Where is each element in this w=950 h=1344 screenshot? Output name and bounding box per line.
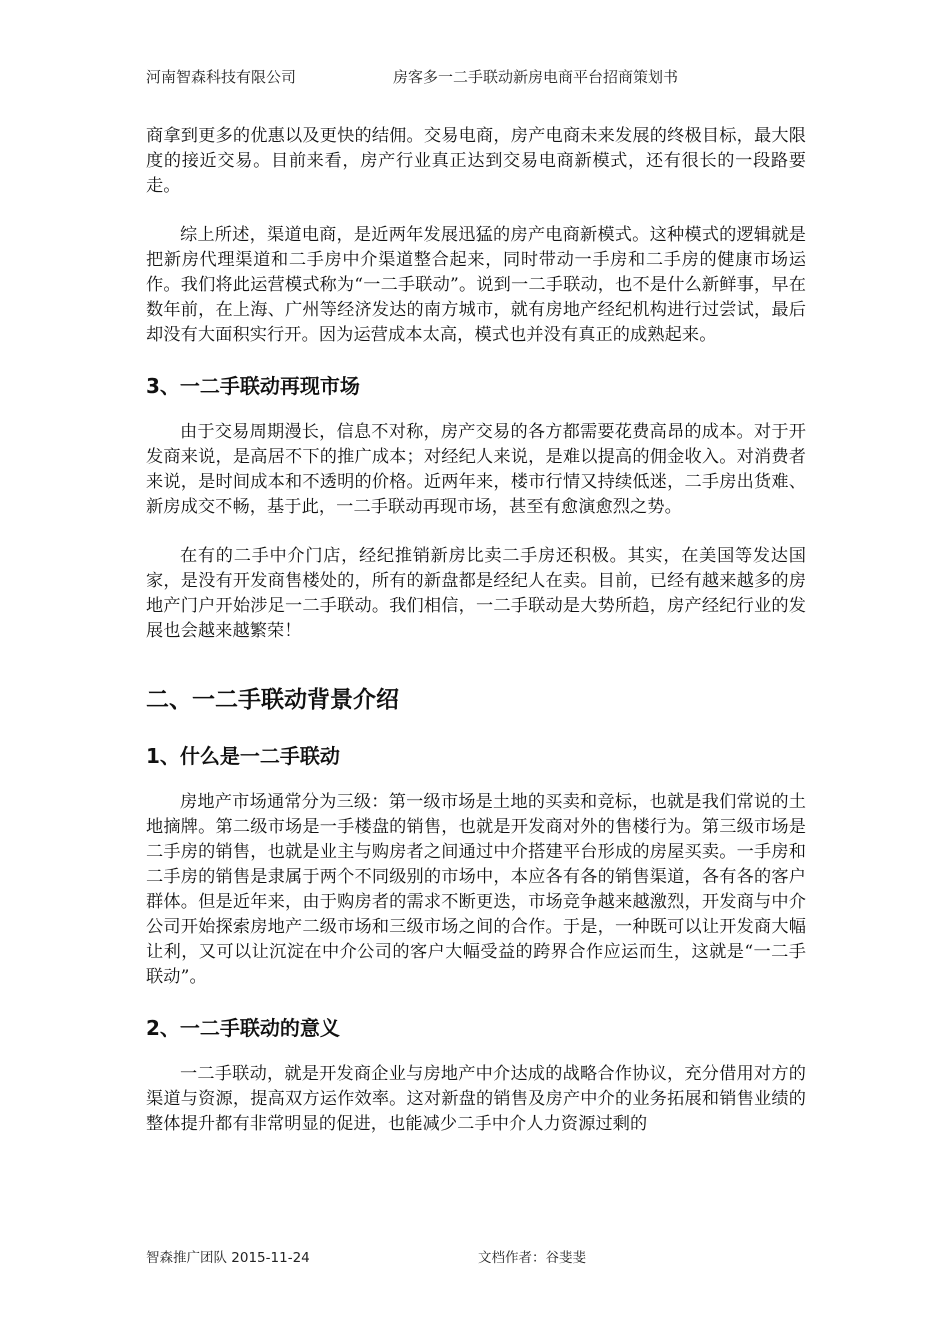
chapter-heading-2: 二、一二手联动背景介绍 — [146, 687, 399, 713]
paragraph: 综上所述，渠道电商，是近两年发展迅猛的房产电商新模式。这种模式的逻辑就是把新房代理渠道和二手房中介渠道整合起来，同时带动一手房和二手房的健康市场运作。我们将此运营模式称为“一二手联动”。说到一二手联动，也不是什么新鲜事，早在数年前，在上海、广州等经济发达的南方城市，就有房地产经纪机构进行过尝试，最后却没有大面积实行开。因为运营成本太高，模式也并没有真正的成熟起来。 — [146, 225, 806, 345]
section-heading-2: 2、一二手联动的意义 — [146, 1016, 340, 1040]
section-heading-1: 1、什么是一二手联动 — [146, 744, 340, 768]
footer-author: 文档作者：谷斐斐 — [478, 1250, 586, 1266]
header-doc-title: 房客多一二手联动新房电商平台招商策划书 — [393, 68, 679, 86]
paragraph: 一二手联动，就是开发商企业与房地产中介达成的战略合作协议，充分借用对方的渠道与资源，提高双方运作效率。这对新盘的销售及房产中介的业务拓展和销售业绩的整体提升都有非常明显的促进，也能减少二手中介人力资源过剩的 — [146, 1064, 806, 1134]
page-footer — [146, 1246, 806, 1266]
paragraph: 商拿到更多的优惠以及更快的结佣。交易电商，房产电商未来发展的终极目标，最大限度的接近交易。目前来看，房产行业真正达到交易电商新模式，还有很长的一段路要走。 — [146, 126, 806, 196]
paragraph: 房地产市场通常分为三级：第一级市场是土地的买卖和竞标，也就是我们常说的土地摘牌。第二级市场是一手楼盘的销售，也就是开发商对外的售楼行为。第三级市场是二手房的销售，也就是业主与购房者之间通过中介搭建平台形成的房屋买卖。一手房和二手房的销售是隶属于两个不同级别的市场中，本应各有各的销售渠道，各有各的客户群体。但是近年来，由于购房者的需求不断更迭，市场竞争越来越激烈，开发商与中介公司开始探索房地产二级市场和三级市场之间的合作。于是，一种既可以让开发商大幅让利，又可以让沉淀在中介公司的客户大幅受益的跨界合作应运而生，这就是“一二手联动”。 — [146, 792, 806, 987]
section-heading-3: 3、一二手联动再现市场 — [146, 374, 360, 398]
paragraph: 在有的二手中介门店，经纪推销新房比卖二手房还积极。其实，在美国等发达国家，是没有开发商售楼处的，所有的新盘都是经纪人在卖。目前，已经有越来越多的房地产门户开始涉足一二手联动。我们相信，一二手联动是大势所趋，房产经纪行业的发展也会越来越繁荣！ — [146, 546, 806, 641]
footer-team-date: 智森推广团队 2015-11-24 — [146, 1250, 310, 1266]
page-content — [146, 124, 806, 1161]
header-company: 河南智森科技有限公司 — [146, 68, 297, 86]
paragraph: 由于交易周期漫长，信息不对称，房产交易的各方都需要花费高昂的成本。对于开发商来说，是高居不下的推广成本；对经纪人来说，是难以提高的佣金收入。对消费者来说，是时间成本和不透明的价格。近两年来，楼市行情又持续低迷，二手房出货难、新房成交不畅，基于此，一二手联动再现市场，甚至有愈演愈烈之势。 — [146, 422, 806, 517]
page-header — [146, 66, 804, 88]
